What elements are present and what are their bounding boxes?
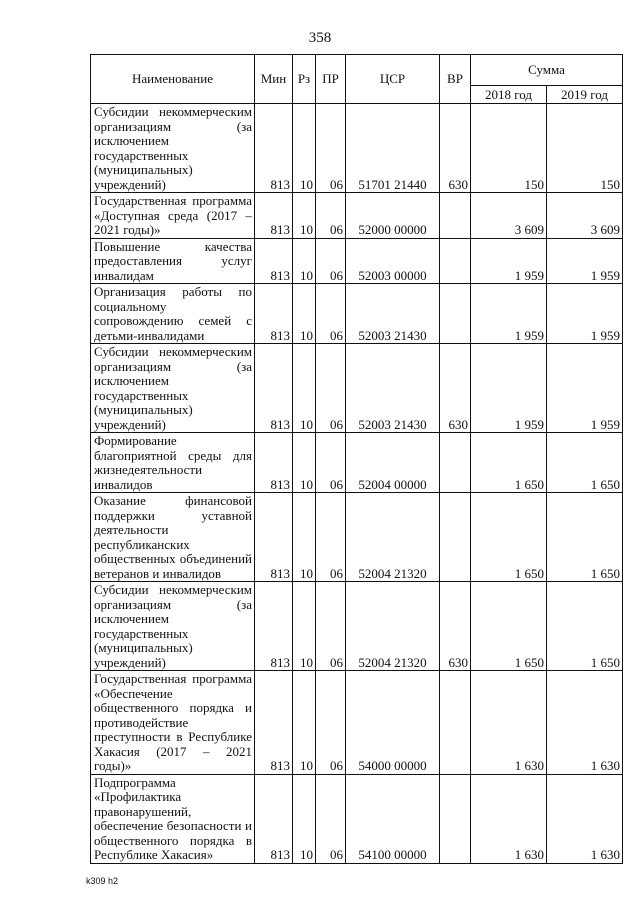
cell-pr: 06 bbox=[316, 238, 346, 284]
header-sum: Сумма bbox=[471, 55, 623, 86]
cell-pr: 06 bbox=[316, 582, 346, 671]
cell-min: 813 bbox=[255, 193, 293, 239]
cell-2019: 1 650 bbox=[547, 582, 623, 671]
cell-rz: 10 bbox=[293, 238, 316, 284]
cell-rz: 10 bbox=[293, 671, 316, 775]
table-row bbox=[91, 493, 623, 582]
cell-vr bbox=[440, 493, 471, 582]
cell-rz: 10 bbox=[293, 433, 316, 493]
cell-name: Государственная программа «Обеспечение общественного порядка и противодействие преступности в Республике Хакасия (2017 – 2021 годы)» bbox=[91, 671, 255, 775]
cell-name: Формирование благоприятной среды для жизнедеятельности инвалидов bbox=[91, 433, 255, 493]
footer-code: k309 h2 bbox=[86, 876, 119, 886]
cell-vr bbox=[440, 433, 471, 493]
table-row bbox=[91, 433, 623, 493]
cell-vr bbox=[440, 671, 471, 775]
cell-csr: 52000 00000 bbox=[346, 193, 440, 239]
cell-2019: 1 630 bbox=[547, 774, 623, 863]
cell-vr bbox=[440, 238, 471, 284]
cell-2019: 1 630 bbox=[547, 671, 623, 775]
cell-2018: 1 630 bbox=[471, 774, 547, 863]
cell-2018: 1 650 bbox=[471, 582, 547, 671]
cell-pr: 06 bbox=[316, 344, 346, 433]
cell-pr: 06 bbox=[316, 104, 346, 193]
cell-min: 813 bbox=[255, 671, 293, 775]
cell-name: Субсидии некоммерческим организациям (за исключением государственных (муниципальных) учреждений) bbox=[91, 582, 255, 671]
cell-vr: 630 bbox=[440, 344, 471, 433]
cell-name: Подпрограмма «Профилактика правонарушений, обеспечение безопасности и общественного порядка в Республике Хакасия» bbox=[91, 774, 255, 863]
header-name: Наименование bbox=[91, 55, 255, 104]
cell-min: 813 bbox=[255, 582, 293, 671]
table-body bbox=[91, 104, 623, 864]
cell-pr: 06 bbox=[316, 193, 346, 239]
cell-min: 813 bbox=[255, 284, 293, 344]
cell-2018: 1 959 bbox=[471, 344, 547, 433]
cell-name: Субсидии некоммерческим организациям (за исключением государственных (муниципальных) учреждений) bbox=[91, 344, 255, 433]
cell-2018: 1 959 bbox=[471, 284, 547, 344]
cell-vr: 630 bbox=[440, 104, 471, 193]
cell-name: Субсидии некоммерческим организациям (за исключением государственных (муниципальных) учреждений) bbox=[91, 104, 255, 193]
cell-2018: 1 650 bbox=[471, 493, 547, 582]
cell-pr: 06 bbox=[316, 433, 346, 493]
cell-rz: 10 bbox=[293, 774, 316, 863]
header-rz: Рз bbox=[293, 55, 316, 104]
header-pr: ПР bbox=[316, 55, 346, 104]
cell-2019: 1 650 bbox=[547, 493, 623, 582]
cell-vr: 630 bbox=[440, 582, 471, 671]
cell-2018: 1 959 bbox=[471, 238, 547, 284]
cell-name: Оказание финансовой поддержки уставной деятельности республиканских общественных объединений ветеранов и инвалидов bbox=[91, 493, 255, 582]
header-min: Мин bbox=[255, 55, 293, 104]
cell-2018: 3 609 bbox=[471, 193, 547, 239]
cell-2019: 1 959 bbox=[547, 284, 623, 344]
cell-csr: 52004 21320 bbox=[346, 493, 440, 582]
table-row bbox=[91, 193, 623, 239]
cell-rz: 10 bbox=[293, 104, 316, 193]
cell-vr bbox=[440, 284, 471, 344]
cell-csr: 52004 00000 bbox=[346, 433, 440, 493]
cell-csr: 52003 21430 bbox=[346, 344, 440, 433]
header-csr: ЦСР bbox=[346, 55, 440, 104]
cell-csr: 52003 00000 bbox=[346, 238, 440, 284]
table-row bbox=[91, 671, 623, 775]
table-header bbox=[91, 55, 623, 104]
table-row bbox=[91, 104, 623, 193]
cell-2019: 1 959 bbox=[547, 238, 623, 284]
cell-min: 813 bbox=[255, 104, 293, 193]
cell-rz: 10 bbox=[293, 284, 316, 344]
table-row bbox=[91, 582, 623, 671]
cell-rz: 10 bbox=[293, 193, 316, 239]
cell-csr: 54100 00000 bbox=[346, 774, 440, 863]
header-vr: ВР bbox=[440, 55, 471, 104]
cell-2019: 1 959 bbox=[547, 344, 623, 433]
cell-pr: 06 bbox=[316, 284, 346, 344]
cell-csr: 51701 21440 bbox=[346, 104, 440, 193]
cell-vr bbox=[440, 774, 471, 863]
cell-name: Повышение качества предоставления услуг инвалидам bbox=[91, 238, 255, 284]
cell-csr: 52004 21320 bbox=[346, 582, 440, 671]
cell-name: Организация работы по социальному сопровождению семей с детьми-инвалидами bbox=[91, 284, 255, 344]
cell-2018: 1 650 bbox=[471, 433, 547, 493]
header-2018: 2018 год bbox=[471, 86, 547, 104]
cell-rz: 10 bbox=[293, 493, 316, 582]
page-number: 358 bbox=[308, 30, 332, 46]
cell-2018: 1 630 bbox=[471, 671, 547, 775]
cell-csr: 52003 21430 bbox=[346, 284, 440, 344]
cell-pr: 06 bbox=[316, 774, 346, 863]
cell-2019: 3 609 bbox=[547, 193, 623, 239]
cell-min: 813 bbox=[255, 344, 293, 433]
cell-pr: 06 bbox=[316, 671, 346, 775]
cell-min: 813 bbox=[255, 493, 293, 582]
cell-2018: 150 bbox=[471, 104, 547, 193]
table-row bbox=[91, 238, 623, 284]
cell-rz: 10 bbox=[293, 582, 316, 671]
cell-pr: 06 bbox=[316, 493, 346, 582]
cell-2019: 1 650 bbox=[547, 433, 623, 493]
cell-min: 813 bbox=[255, 433, 293, 493]
cell-2019: 150 bbox=[547, 104, 623, 193]
cell-vr bbox=[440, 193, 471, 239]
cell-min: 813 bbox=[255, 774, 293, 863]
table-row bbox=[91, 344, 623, 433]
header-2019: 2019 год bbox=[547, 86, 623, 104]
cell-name: Государственная программа «Доступная среда (2017 – 2021 годы)» bbox=[91, 193, 255, 239]
table-row bbox=[91, 774, 623, 863]
table-row bbox=[91, 284, 623, 344]
cell-csr: 54000 00000 bbox=[346, 671, 440, 775]
cell-min: 813 bbox=[255, 238, 293, 284]
cell-rz: 10 bbox=[293, 344, 316, 433]
budget-table bbox=[90, 54, 623, 864]
